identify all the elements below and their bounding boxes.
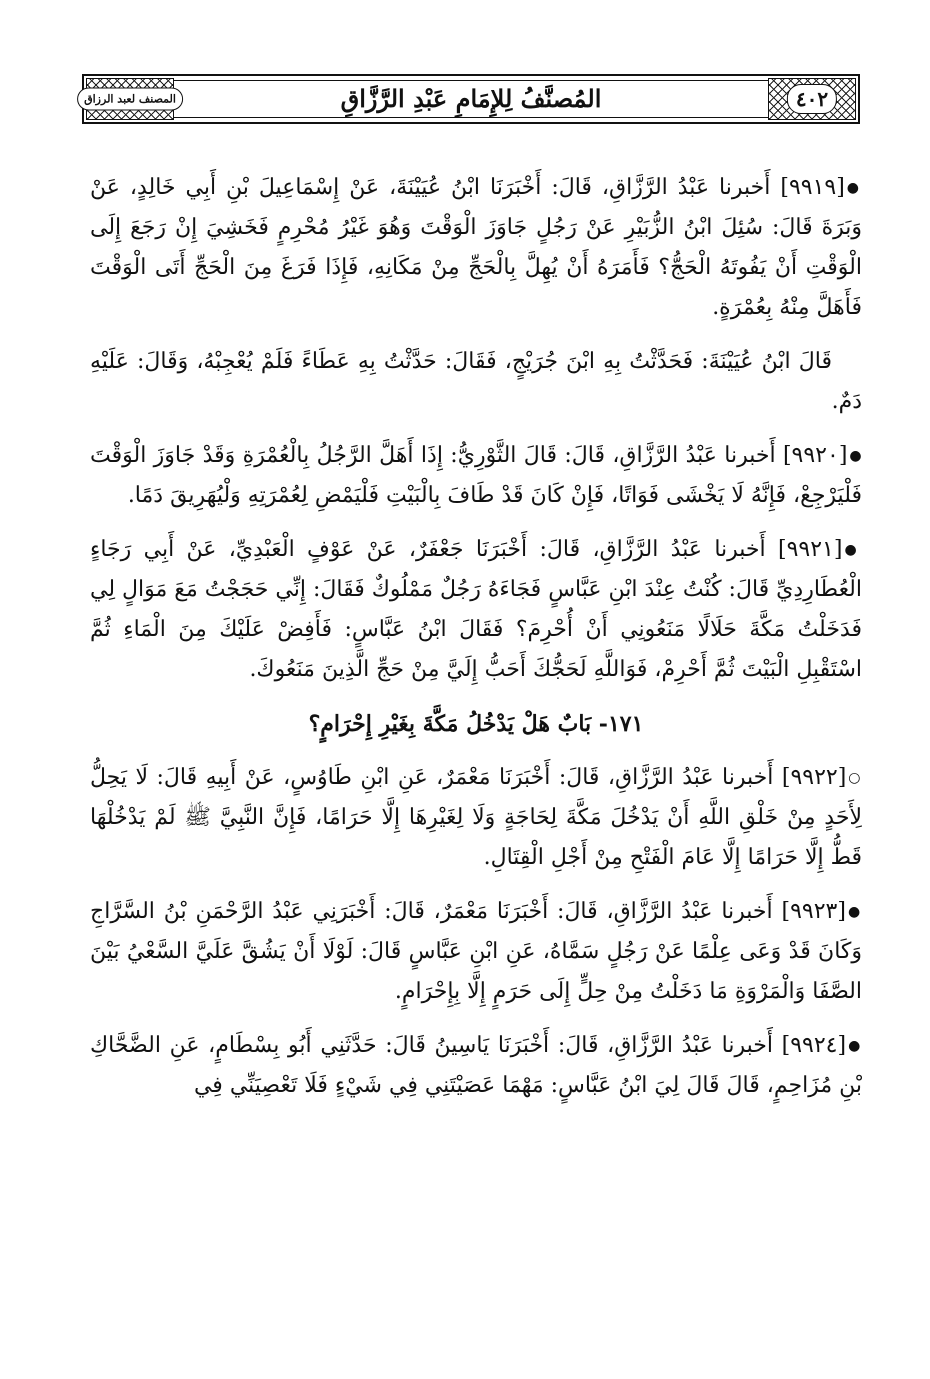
- commentary-paragraph: [90, 342, 862, 422]
- hadith-text: [٩٩٢٤] أَخبرنا عَبْدُ الرَّزَّاقِ، قَالَ: أَخْبَرَنَا يَاسِينُ قَالَ: حَدَّثَنِي أَبُو بِسْطَامٍ، عَنِ الضَّحَّاكِ بْنِ مُزَاحِمٍ، قَالَ قَالَ لِيَ ابْنُ عَبَّاسٍ: مَهْمَا عَصَيْتَنِي فِي شَيْءٍ فَلَا تَعْصِيَنِّي فِي: [90, 1033, 862, 1098]
- bullet-marker: ●: [849, 448, 863, 464]
- book-title: المُصنَّفُ لِلإِمَامِ عَبْدِ الرَّزَّاقِ: [340, 84, 602, 113]
- book-emblem-ornament: [86, 78, 174, 120]
- hadith-text: [٩٩٢٣] أَخبرنا عَبْدُ الرَّزَّاقِ، قَالَ: أَخْبَرَنَا مَعْمَرٌ، قَالَ: أَخْبَرَنِي عَبْدُ الرَّحْمَنِ بْنُ السَّرَّاجِ وَكَانَ قَدْ وَعَى عِلْمًا عَنْ رَجُلٍ سَمَّاهُ، عَنِ ابْنِ عَبَّاسٍ قَالَ: لَوْلَا أَنْ يَشُقَّ عَلَيَّ السَّعْيُ بَيْنَ الصَّفَا وَالْمَرْوَةِ مَا دَخَلْتُ مِنْ حِلٍّ إِلَى حَرَمٍ إِلَّا بِإِحْرَامٍ.: [90, 899, 862, 1004]
- page-number-ornament: [768, 78, 856, 120]
- page-number: ٤٠٢: [787, 84, 837, 114]
- page-header: [82, 74, 860, 124]
- bullet-marker: ●: [844, 542, 863, 558]
- hadith-text: [٩٩٢٢] أَخبرنا عَبْدُ الرَّزَّاقِ، قَالَ: أَخْبَرَنَا مَعْمَرٌ، عَنِ ابْنِ طَاوُسٍ، عَنْ أَبِيهِ قَالَ: لَا يَحِلُّ لِأَحَدٍ مِنْ خَلْقِ اللَّهِ أَنْ يَدْخُلَ مَكَّةَ لِحَاجَةٍ وَلَا لِغَيْرِهَا إِلَّا حَرَامًا، فَإِنَّ النَّبِيَّ ﷺ لَمْ يَدْخُلْهَا قَطُّ إِلَّا حَرَامًا إِلَّا عَامَ الْفَتْحِ مِنْ أَجْلِ الْقِتَالِ.: [90, 765, 862, 870]
- chapter-heading: ١٧١- بَابٌ هَلْ يَدْخُلُ مَكَّةَ بِغَيْرِ إِحْرَامٍ؟: [308, 711, 644, 737]
- hadith-9921: [90, 530, 862, 690]
- hadith-9919: [90, 168, 862, 328]
- page-body: [90, 168, 862, 1120]
- bullet-marker: ●: [848, 1038, 862, 1054]
- bullet-marker: ○: [848, 770, 863, 786]
- bullet-marker: ●: [846, 180, 863, 196]
- hadith-9923: [90, 892, 862, 1012]
- commentary-text: قَالَ ابْنُ عُيَيْنَةَ: فَحَدَّثْتُ بِهِ ابْنَ جُرَيْجٍ، فَقَالَ: حَدَّثْتُ بِهِ عَطَاءً فَلَمْ يُعْجِبْهُ، وَقَالَ: عَلَيْهِ دَمٌ.: [90, 349, 862, 414]
- book-emblem-text: المصنف لعبد الرزاق: [77, 88, 183, 111]
- hadith-9924: [90, 1026, 862, 1106]
- hadith-text: [٩٩١٩] أَخبرنا عَبْدُ الرَّزَّاقِ، قَالَ: أَخْبَرَنَا ابْنُ عُيَيْنَةَ، عَنْ إِسْمَاعِيلَ بْنِ أَبِي خَالِدٍ، عَنْ وَبَرَةَ قَالَ: سُئِلَ ابْنُ الزُّبَيْرِ عَنْ رَجُلٍ جَاوَزَ الْوَقْتَ وَهُوَ غَيْرُ مُحْرِمٍ فَخَشِيَ إِنْ رَجَعَ إِلَى الْوَقْتِ أَنْ يَفُوتَهُ الْحَجُّ؟ فَأَمَرَهُ أَنْ يُهِلَّ بِالْحَجِّ مِنْ مَكَانِهِ، فَإِذَا فَرَغَ مِنَ الْحَجِّ أَتَى الْوَقْتَ فَأَهَلَّ مِنْهُ بِعُمْرَةٍ.: [90, 175, 862, 320]
- hadith-9922: [90, 758, 862, 878]
- hadith-9920: [90, 436, 862, 516]
- bullet-marker: ●: [847, 904, 862, 920]
- hadith-text: [٩٩٢٠] أَخبرنا عَبْدُ الرَّزَّاقِ، قَالَ: قَالَ الثَّوْرِيُّ: إِذَا أَهَلَّ الرَّجُلُ بِالْعُمْرَةِ وَقَدْ جَاوَزَ الْوَقْتَ فَلْيَرْجِعْ، فَإِنَّهُ لَا يَخْشَى فَوَاتًا، فَإِنْ كَانَ قَدْ طَافَ بِالْبَيْتِ فَلْيَمْضِ لِعُمْرَتِهِ وَلْيُهَرِيقَ دَمًا.: [90, 443, 862, 508]
- hadith-text: [٩٩٢١] أَخبرنا عَبْدُ الرَّزَّاقِ، قَالَ: أَخْبَرَنَا جَعْفَرٌ، عَنْ عَوْفٍ الْعَبْدِيِّ، عَنْ أَبِي رَجَاءٍ الْعُطَارِدِيِّ قَالَ: كُنْتُ عِنْدَ ابْنِ عَبَّاسٍ فَجَاءَهُ رَجُلٌ مَمْلُوكٌ فَقَالَ: إِنِّي حَجَجْتُ مَعَ مَوَالٍ لِي فَدَخَلْتُ مَكَّةَ حَلَالًا مَنَعُونِي أَنْ أُحْرِمَ؟ فَقَالَ ابْنُ عَبَّاسٍ: فَأَفِضْ عَلَيْكَ مِنَ الْمَاءِ ثُمَّ اسْتَقْبِلِ الْبَيْتَ ثُمَّ أَحْرِمْ، فَوَاللَّهِ لَحَجُّكَ أَحَبُّ إِلَيَّ مِنْ حَجِّ الَّذِينَ مَنَعُوكَ.: [90, 537, 862, 682]
